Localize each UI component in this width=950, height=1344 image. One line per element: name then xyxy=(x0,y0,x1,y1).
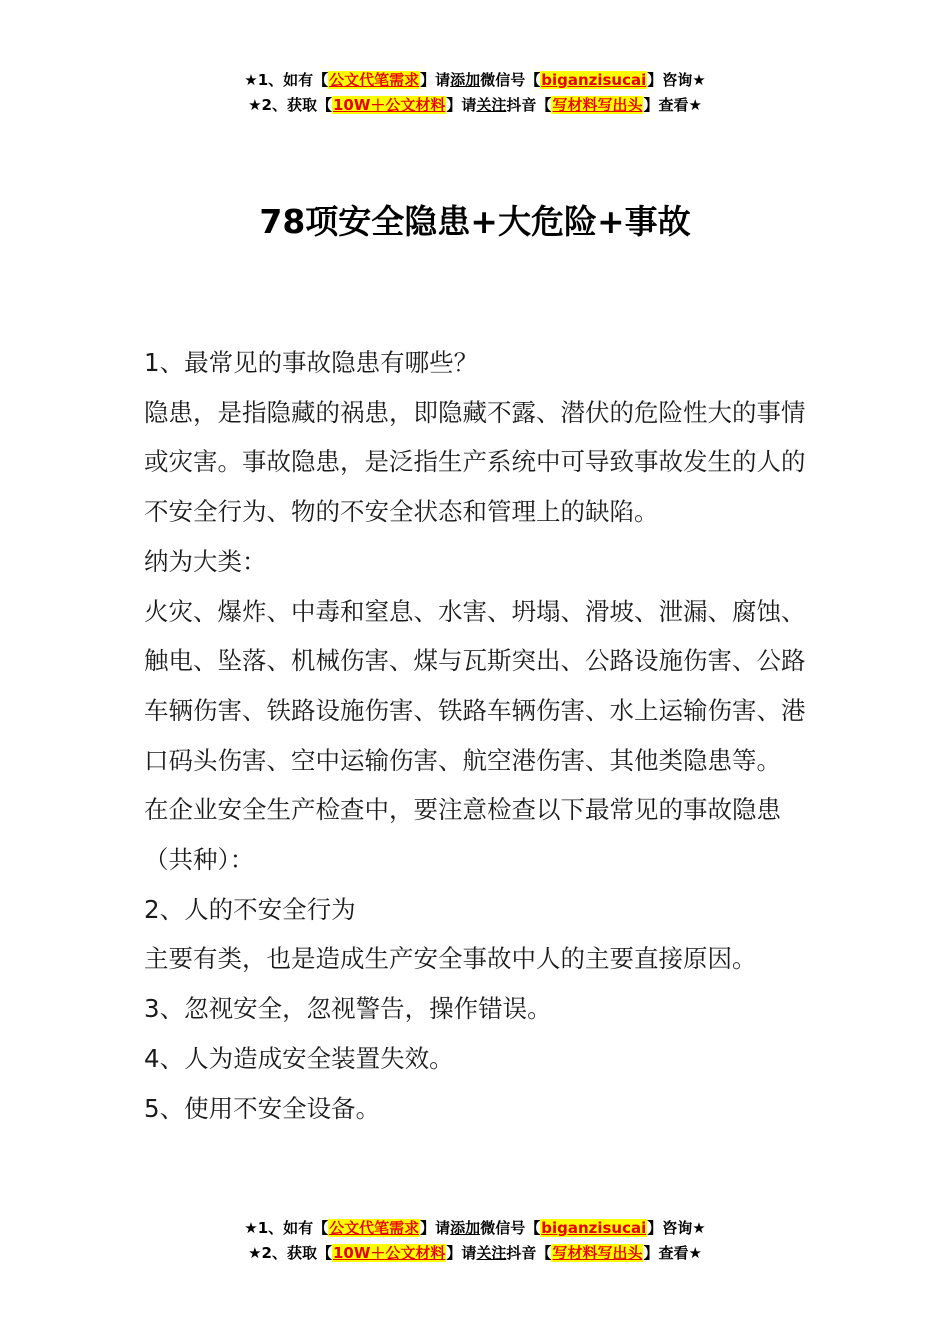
star-icon: ★ xyxy=(244,71,258,89)
footer-banner xyxy=(0,1216,950,1266)
underlined-add: 添加 xyxy=(450,71,481,89)
banner-line-2: ★2、获取【10W＋公文材料】请关注抖音【写材料写出头】查看★ xyxy=(248,96,702,114)
underlined-follow: 关注 xyxy=(476,1244,507,1262)
paragraph-item-2-desc: 主要有类，也是造成生产安全事故中人的主要直接原因。 xyxy=(144,944,757,974)
paragraph-question-1: 1、最常见的事故隐患有哪些？ xyxy=(144,348,479,377)
star-icon: ★ xyxy=(692,71,706,89)
paragraph-categories-list: 火灾、爆炸、中毒和窒息、水害、坍塌、滑坡、泄漏、腐蚀、触电、坠落、机械伤害、煤与瓦斯突出、公路设施伤害、公路车辆伤害、铁路设施伤害、铁路车辆伤害、水上运输伤害、港口码头伤害、空中运输伤害、航空港伤害、其他类隐患等。 xyxy=(144,596,806,775)
header-banner xyxy=(0,68,950,118)
star-icon: ★ xyxy=(688,96,702,114)
star-icon: ★ xyxy=(248,1244,262,1262)
paragraph-item-4: 4、人为造成安全装置失效。 xyxy=(144,1043,454,1073)
paragraph-categories-intro: 纳为大类： xyxy=(144,546,267,576)
underlined-follow: 关注 xyxy=(476,96,507,114)
paragraph-inspection: 在企业安全生产检查中，要注意检查以下最常见的事故隐患（共种）： xyxy=(144,795,781,875)
highlight-wechat-id: biganzisucai xyxy=(541,71,647,89)
paragraph-item-5: 5、使用不安全设备。 xyxy=(144,1093,381,1123)
highlight-douyin: 写材料写出头 xyxy=(552,96,643,114)
highlight-materials: 10W＋公文材料 xyxy=(332,1244,446,1262)
underlined-add: 添加 xyxy=(450,1219,481,1237)
highlight-service: 公文代笔需求 xyxy=(329,71,420,89)
banner-line-1: ★1、如有【公文代笔需求】请添加微信号【biganzisucai】咨询★ xyxy=(244,71,706,89)
paragraph-item-3: 3、忽视安全，忽视警告，操作错误。 xyxy=(144,994,552,1024)
highlight-materials: 10W＋公文材料 xyxy=(332,96,446,114)
paragraph-item-2: 2、人的不安全行为 xyxy=(144,894,356,924)
banner-line-1: ★1、如有【公文代笔需求】请添加微信号【biganzisucai】咨询★ xyxy=(244,1219,706,1237)
highlight-douyin: 写材料写出头 xyxy=(552,1244,643,1262)
highlight-wechat-id: biganzisucai xyxy=(541,1219,647,1237)
star-icon: ★ xyxy=(248,96,262,114)
banner-line-2: ★2、获取【10W＋公文材料】请关注抖音【写材料写出头】查看★ xyxy=(248,1244,702,1262)
paragraph-definition: 隐患，是指隐藏的祸患，即隐藏不露、潜伏的危险性大的事情或灾害。事故隐患，是泛指生产系统中可导致事故发生的人的不安全行为、物的不安全状态和管理上的缺陷。 xyxy=(144,397,806,527)
document-body xyxy=(144,338,808,1133)
star-icon: ★ xyxy=(692,1219,706,1237)
highlight-service: 公文代笔需求 xyxy=(329,1219,420,1237)
document-title: 78项安全隐患+大危险+事故 xyxy=(259,202,691,241)
star-icon: ★ xyxy=(244,1219,258,1237)
star-icon: ★ xyxy=(688,1244,702,1262)
